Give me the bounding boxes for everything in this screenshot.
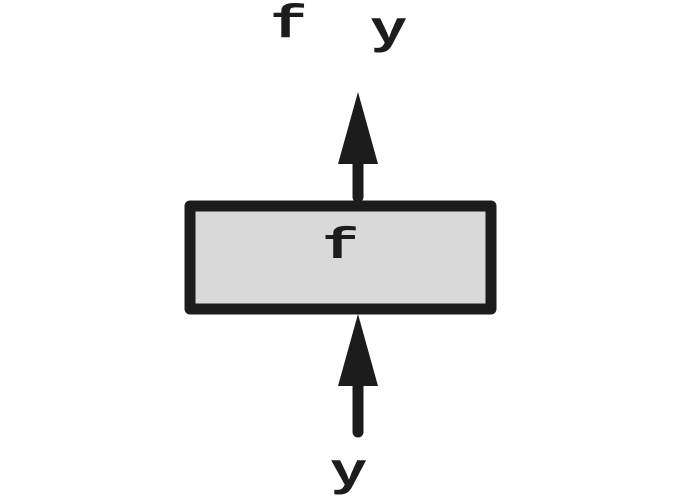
output-function-label: f [270,0,308,51]
input-variable-label: y [330,447,368,499]
output-variable-label: y [370,5,408,57]
block-label: f [322,222,359,272]
output-arrow [338,92,378,197]
input-arrowhead [338,314,378,386]
output-arrowhead [338,92,378,164]
input-arrow [338,314,378,432]
